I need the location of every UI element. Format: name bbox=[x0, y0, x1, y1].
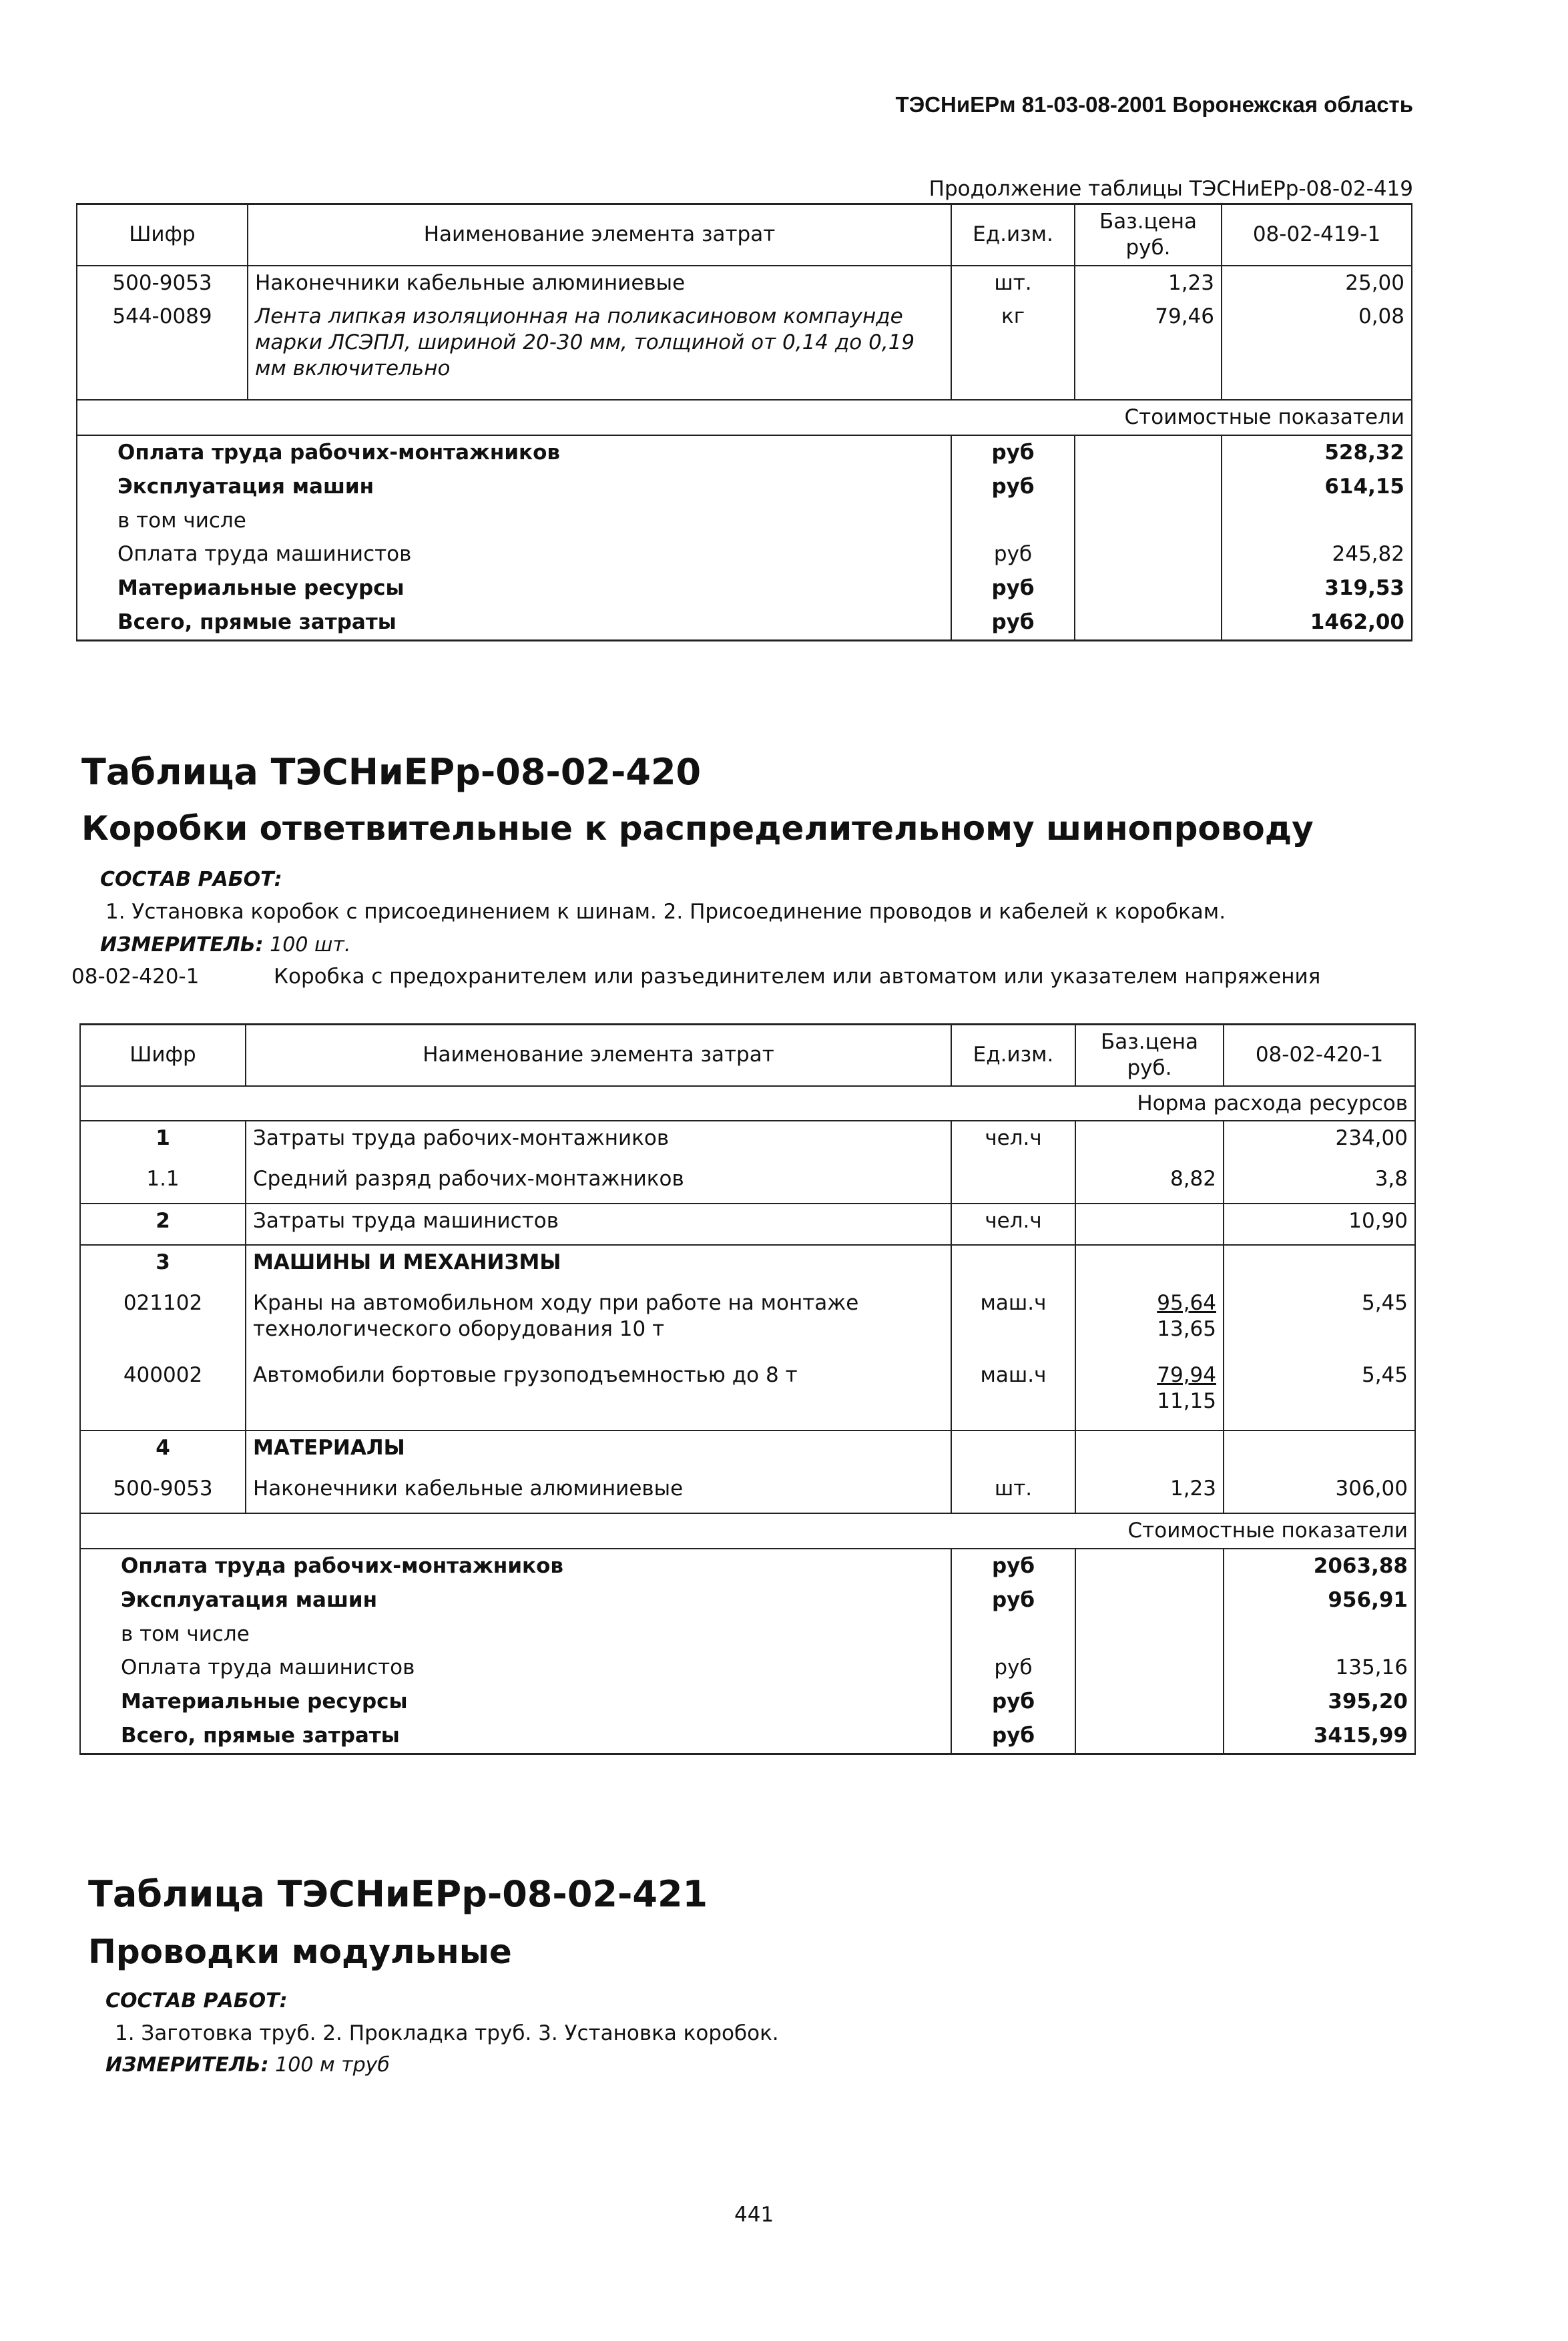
resource-table-420 bbox=[79, 1023, 1416, 1755]
column-header-code: Шифр bbox=[80, 1025, 246, 1086]
table-header-row bbox=[77, 204, 1412, 266]
row-code: 4 bbox=[80, 1430, 246, 1472]
row-norm: 10,90 bbox=[1224, 1204, 1415, 1245]
row-norm bbox=[1224, 1245, 1415, 1286]
row-name: Автомобили бортовые грузоподъемностью до 8 т bbox=[246, 1358, 951, 1430]
row-price bbox=[1075, 1162, 1224, 1204]
cost-unit bbox=[951, 1617, 1075, 1651]
row-price bbox=[1075, 1430, 1224, 1472]
column-header-norm: 08-02-420-1 bbox=[1224, 1025, 1415, 1086]
cost-band bbox=[80, 1513, 1415, 1549]
cost-empty bbox=[1075, 1583, 1224, 1617]
row-price-value: 1,23 bbox=[1169, 1477, 1216, 1501]
row-norm: 0,08 bbox=[1222, 300, 1412, 400]
item-name-420: Коробка с предохранителем или разъединителем или автоматом или указателем напряжения bbox=[274, 965, 1321, 989]
table-421-subtitle: Проводки модульные bbox=[88, 1932, 512, 1971]
row-norm: 5,45 bbox=[1224, 1286, 1415, 1358]
row-name: МАШИНЫ И МЕХАНИЗМЫ bbox=[246, 1245, 951, 1286]
cost-unit: руб bbox=[951, 1651, 1075, 1685]
row-price bbox=[1075, 1204, 1224, 1245]
column-header-price: Баз.цена руб. bbox=[1075, 204, 1222, 266]
cost-value: 319,53 bbox=[1222, 571, 1412, 605]
cost-empty bbox=[1075, 504, 1222, 538]
row-name: Наконечники кабельные алюминиевые bbox=[246, 1472, 951, 1513]
cost-unit: руб bbox=[951, 605, 1075, 640]
cost-row bbox=[77, 537, 1412, 571]
row-norm: 25,00 bbox=[1222, 266, 1412, 300]
cost-unit: руб bbox=[951, 571, 1075, 605]
row-price bbox=[1075, 1472, 1224, 1513]
cost-empty bbox=[1075, 605, 1222, 640]
meter-line-421 bbox=[105, 2053, 390, 2077]
cost-label: Оплата труда рабочих-монтажников bbox=[80, 1549, 951, 1583]
cost-label: Эксплуатация машин bbox=[77, 470, 951, 504]
row-price bbox=[1075, 1286, 1224, 1358]
cost-empty bbox=[1075, 470, 1222, 504]
row-code: 3 bbox=[80, 1245, 246, 1286]
row-price-value: 8,82 bbox=[1169, 1167, 1216, 1192]
cost-band-label: Стоимостные показатели bbox=[77, 400, 1412, 435]
column-header-name: Наименование элемента затрат bbox=[246, 1025, 951, 1086]
table-row bbox=[80, 1204, 1415, 1245]
cost-empty bbox=[1075, 537, 1222, 571]
cost-row bbox=[80, 1583, 1415, 1617]
row-name: Затраты труда машинистов bbox=[246, 1204, 951, 1245]
cost-unit: руб bbox=[951, 435, 1075, 470]
column-header-name: Наименование элемента затрат bbox=[248, 204, 951, 266]
cost-row bbox=[80, 1617, 1415, 1651]
cost-label: Материальные ресурсы bbox=[80, 1685, 951, 1719]
cost-value: 614,15 bbox=[1222, 470, 1412, 504]
table-row bbox=[77, 300, 1412, 400]
works-text-420: 1. Установка коробок с присоединением к шинам. 2. Присоединение проводов и кабелей к коробкам. bbox=[105, 900, 1226, 924]
table-continuation-caption: Продолжение таблицы ТЭСНиЕРр-08-02-419 bbox=[929, 177, 1413, 201]
row-code: 021102 bbox=[80, 1286, 246, 1358]
row-unit: чел.ч bbox=[951, 1121, 1075, 1162]
cost-label: Материальные ресурсы bbox=[77, 571, 951, 605]
row-code: 2 bbox=[80, 1204, 246, 1245]
row-unit bbox=[951, 1162, 1075, 1204]
row-name: Затраты труда рабочих-монтажников bbox=[246, 1121, 951, 1162]
row-unit: кг bbox=[951, 300, 1075, 400]
cost-label: в том числе bbox=[80, 1617, 951, 1651]
row-unit bbox=[951, 1245, 1075, 1286]
row-code: 500-9053 bbox=[77, 266, 248, 300]
cost-row bbox=[77, 435, 1412, 470]
row-unit: шт. bbox=[951, 1472, 1075, 1513]
cost-value: 3415,99 bbox=[1224, 1719, 1415, 1754]
column-header-norm: 08-02-419-1 bbox=[1222, 204, 1412, 266]
table-row bbox=[80, 1430, 1415, 1472]
cost-label: Эксплуатация машин bbox=[80, 1583, 951, 1617]
row-code: 1 bbox=[80, 1121, 246, 1162]
row-unit: маш.ч bbox=[951, 1358, 1075, 1430]
row-unit: чел.ч bbox=[951, 1204, 1075, 1245]
row-unit: шт. bbox=[951, 266, 1075, 300]
row-price-machinist-value: 13,65 bbox=[1157, 1317, 1216, 1341]
cost-label: Оплата труда машинистов bbox=[80, 1651, 951, 1685]
cost-unit: руб bbox=[951, 537, 1075, 571]
row-name: Средний разряд рабочих-монтажников bbox=[246, 1162, 951, 1204]
table-row bbox=[80, 1286, 1415, 1358]
cost-row bbox=[77, 571, 1412, 605]
row-norm: 234,00 bbox=[1224, 1121, 1415, 1162]
cost-empty bbox=[1075, 1685, 1224, 1719]
row-price bbox=[1075, 1358, 1224, 1430]
resource-table-419 bbox=[76, 203, 1412, 641]
norm-band bbox=[80, 1086, 1415, 1121]
column-header-price: Баз.цена руб. bbox=[1075, 1025, 1224, 1086]
cost-value: 956,91 bbox=[1224, 1583, 1415, 1617]
row-norm bbox=[1224, 1430, 1415, 1472]
table-row bbox=[80, 1358, 1415, 1430]
cost-unit: руб bbox=[951, 1583, 1075, 1617]
row-code: 544-0089 bbox=[77, 300, 248, 400]
cost-empty bbox=[1075, 435, 1222, 470]
row-price bbox=[1075, 1245, 1224, 1286]
item-code-420: 08-02-420-1 bbox=[71, 965, 200, 989]
cost-value: 245,82 bbox=[1222, 537, 1412, 571]
table-420-title: Таблица ТЭСНиЕРр-08-02-420 bbox=[81, 751, 702, 793]
meter-value-420: 100 шт. bbox=[270, 933, 351, 957]
cost-row bbox=[80, 1719, 1415, 1754]
row-price-value: 95,64 bbox=[1157, 1291, 1216, 1316]
cost-row bbox=[77, 470, 1412, 504]
cost-value: 528,32 bbox=[1222, 435, 1412, 470]
cost-value: 1462,00 bbox=[1222, 605, 1412, 640]
cost-label: Оплата труда машинистов bbox=[77, 537, 951, 571]
meter-label-420: ИЗМЕРИТЕЛЬ: bbox=[100, 933, 264, 957]
cost-value bbox=[1222, 504, 1412, 538]
row-code: 1.1 bbox=[80, 1162, 246, 1204]
row-unit: маш.ч bbox=[951, 1286, 1075, 1358]
column-header-unit: Ед.изм. bbox=[951, 1025, 1075, 1086]
cost-unit bbox=[951, 504, 1075, 538]
cost-empty bbox=[1075, 1549, 1224, 1583]
cost-label: в том числе bbox=[77, 504, 951, 538]
row-price-value: 79,94 bbox=[1157, 1363, 1216, 1388]
cost-label: Всего, прямые затраты bbox=[80, 1719, 951, 1754]
table-421-title: Таблица ТЭСНиЕРр-08-02-421 bbox=[88, 1873, 708, 1915]
cost-label: Оплата труда рабочих-монтажников bbox=[77, 435, 951, 470]
cost-band bbox=[77, 400, 1412, 435]
row-price-machinist-value: 11,15 bbox=[1157, 1389, 1216, 1413]
cost-value bbox=[1224, 1617, 1415, 1651]
meter-label-421: ИЗМЕРИТЕЛЬ: bbox=[105, 2053, 269, 2077]
row-norm: 5,45 bbox=[1224, 1358, 1415, 1430]
cost-row bbox=[77, 605, 1412, 640]
cost-empty bbox=[1075, 1617, 1224, 1651]
table-header-row bbox=[80, 1025, 1415, 1086]
cost-row bbox=[80, 1549, 1415, 1583]
table-row bbox=[77, 266, 1412, 300]
cost-label: Всего, прямые затраты bbox=[77, 605, 951, 640]
table-420-subtitle: Коробки ответвительные к распределительному шинопроводу bbox=[81, 809, 1314, 848]
row-unit bbox=[951, 1430, 1075, 1472]
works-label-420: СОСТАВ РАБОТ: bbox=[100, 868, 282, 891]
cost-row bbox=[80, 1685, 1415, 1719]
row-norm: 306,00 bbox=[1224, 1472, 1415, 1513]
row-code: 500-9053 bbox=[80, 1472, 246, 1513]
row-name: Наконечники кабельные алюминиевые bbox=[248, 266, 951, 300]
works-label-421: СОСТАВ РАБОТ: bbox=[105, 1989, 288, 2013]
row-price: 79,46 bbox=[1075, 300, 1222, 400]
row-code: 400002 bbox=[80, 1358, 246, 1430]
cost-band-label: Стоимостные показатели bbox=[80, 1513, 1415, 1549]
running-header: ТЭСНиЕРм 81-03-08-2001 Воронежская область bbox=[895, 92, 1413, 117]
cost-row bbox=[80, 1651, 1415, 1685]
table-row bbox=[80, 1472, 1415, 1513]
table-row bbox=[80, 1245, 1415, 1286]
cost-unit: руб bbox=[951, 1549, 1075, 1583]
cost-value: 395,20 bbox=[1224, 1685, 1415, 1719]
cost-unit: руб bbox=[951, 1719, 1075, 1754]
cost-value: 135,16 bbox=[1224, 1651, 1415, 1685]
row-price: 1,23 bbox=[1075, 266, 1222, 300]
cost-row bbox=[77, 504, 1412, 538]
cost-unit: руб bbox=[951, 1685, 1075, 1719]
column-header-unit: Ед.изм. bbox=[951, 204, 1075, 266]
row-norm: 3,8 bbox=[1224, 1162, 1415, 1204]
meter-value-421: 100 м труб bbox=[275, 2053, 390, 2077]
meter-line-420 bbox=[100, 933, 350, 957]
cost-empty bbox=[1075, 1719, 1224, 1754]
table-row bbox=[80, 1162, 1415, 1204]
works-text-421: 1. Заготовка труб. 2. Прокладка труб. 3. Установка коробок. bbox=[115, 2021, 779, 2045]
row-name: Краны на автомобильном ходу при работе на монтаже технологического оборудования 10 т bbox=[246, 1286, 951, 1358]
page-number: 441 bbox=[734, 2203, 774, 2227]
row-name: МАТЕРИАЛЫ bbox=[246, 1430, 951, 1472]
row-name: Лента липкая изоляционная на поликасиновом компаунде марки ЛСЭПЛ, шириной 20-30 мм, толщиной от 0,14 до 0,19 мм включительно bbox=[248, 300, 951, 400]
cost-value: 2063,88 bbox=[1224, 1549, 1415, 1583]
row-price bbox=[1075, 1121, 1224, 1162]
column-header-code: Шифр bbox=[77, 204, 248, 266]
cost-empty bbox=[1075, 1651, 1224, 1685]
cost-empty bbox=[1075, 571, 1222, 605]
cost-unit: руб bbox=[951, 470, 1075, 504]
table-row bbox=[80, 1121, 1415, 1162]
norm-band-label: Норма расхода ресурсов bbox=[80, 1086, 1415, 1121]
